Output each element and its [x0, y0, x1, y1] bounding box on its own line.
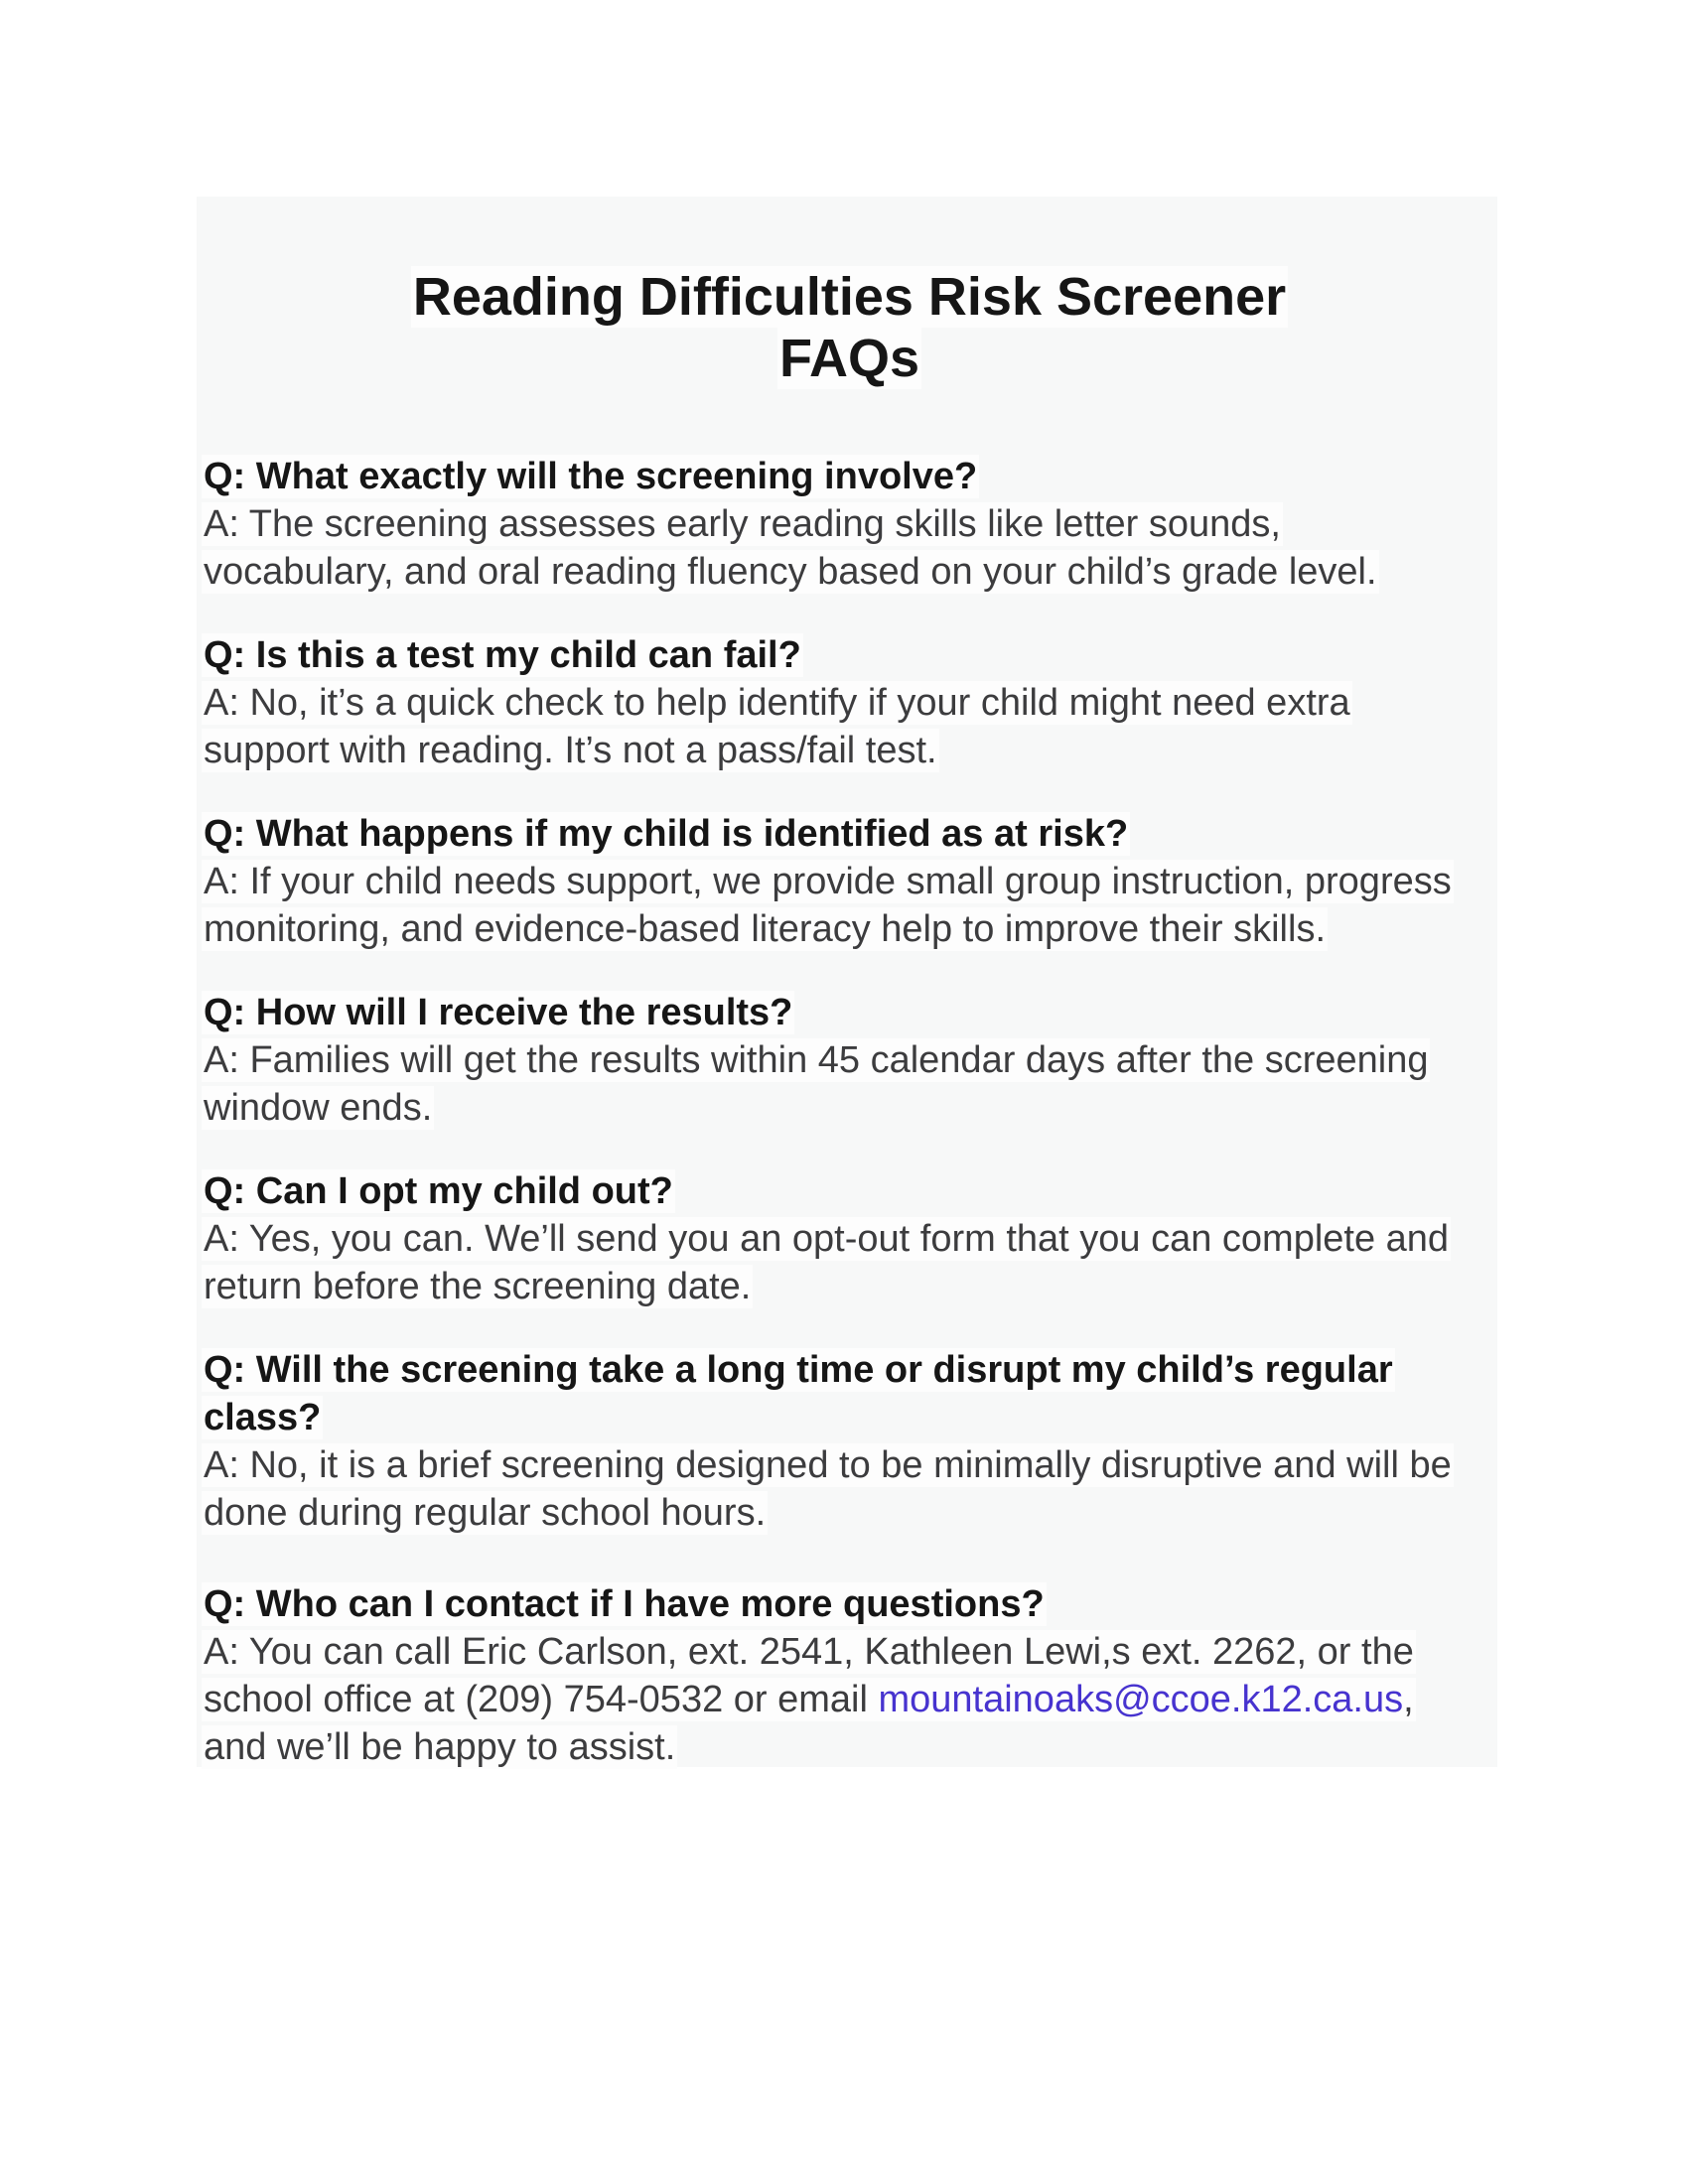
answer-line-with-link	[202, 1676, 1497, 1723]
answer-text: A: Yes, you can. We’ll send you an opt-out form that you can complete and	[204, 1218, 1450, 1260]
question-text: Q: What happens if my child is identified as at risk?	[204, 813, 1129, 855]
answer-line	[202, 1036, 1497, 1084]
answer-text: done during regular school hours.	[204, 1492, 767, 1534]
answer-line	[202, 1263, 1497, 1310]
answer-text: and we’ll be happy to assist.	[204, 1726, 676, 1768]
answer-text: vocabulary, and oral reading fluency based on your child’s grade level.	[204, 551, 1377, 593]
question	[202, 1167, 1497, 1215]
question	[202, 989, 1497, 1036]
answer-line	[202, 1084, 1497, 1132]
faq-section-screening-involve	[202, 453, 1497, 596]
answer-text: A: If your child needs support, we provide small group instruction, progress	[204, 861, 1452, 902]
title-line-2	[202, 328, 1497, 389]
answer	[202, 1441, 1497, 1537]
answer-text: A: Families will get the results within 45 calendar days after the screening	[204, 1039, 1429, 1081]
question-line	[202, 453, 1497, 500]
question-line	[202, 1346, 1497, 1394]
question-text: Q: Will the screening take a long time or disrupt my child’s regular	[204, 1349, 1393, 1391]
question-line	[202, 631, 1497, 679]
link-prefix-text: school office at (209) 754-0532 or email	[204, 1679, 879, 1720]
faq-section-contact	[202, 1580, 1497, 1771]
answer-line	[202, 727, 1497, 774]
answer-text: return before the screening date.	[204, 1266, 752, 1307]
question-text: Q: How will I receive the results?	[204, 992, 793, 1033]
faq-page-sheet	[197, 197, 1497, 1767]
answer-line	[202, 548, 1497, 596]
answer-line	[202, 905, 1497, 953]
answer-text: A: The screening assesses early reading skills like letter sounds,	[204, 503, 1281, 545]
answer-line	[202, 1723, 1497, 1771]
question-text: Q: Can I opt my child out?	[204, 1170, 673, 1212]
answer-line	[202, 1489, 1497, 1537]
faq-section-at-risk	[202, 810, 1497, 953]
answer-line	[202, 858, 1497, 905]
answer-text: window ends.	[204, 1087, 433, 1129]
question	[202, 631, 1497, 679]
answer-text: A: You can call Eric Carlson, ext. 2541, Kathleen Lewi,s ext. 2262, or the	[204, 1631, 1414, 1673]
document-title	[202, 266, 1497, 389]
answer-line	[202, 679, 1497, 727]
title-text-1: Reading Difficulties Risk Screener	[412, 267, 1287, 327]
question-line	[202, 810, 1497, 858]
answer-line	[202, 1441, 1497, 1489]
question-text: Q: Is this a test my child can fail?	[204, 634, 801, 676]
question-text: Q: Who can I contact if I have more questions?	[204, 1583, 1045, 1625]
answer	[202, 1215, 1497, 1310]
answer-text: A: No, it is a brief screening designed to be minimally disruptive and will be	[204, 1444, 1452, 1486]
answer-line	[202, 1215, 1497, 1263]
faq-section-test-fail	[202, 631, 1497, 774]
answer-line	[202, 500, 1497, 548]
question	[202, 453, 1497, 500]
question-line	[202, 1167, 1497, 1215]
question-line	[202, 1394, 1497, 1441]
answer	[202, 679, 1497, 774]
title-line-1	[202, 266, 1497, 328]
answer	[202, 1628, 1497, 1771]
answer-text: monitoring, and evidence-based literacy help to improve their skills.	[204, 908, 1326, 950]
faq-section-opt-out	[202, 1167, 1497, 1310]
faq-section-receive-results	[202, 989, 1497, 1132]
question	[202, 1580, 1497, 1628]
question	[202, 1346, 1497, 1441]
question-line	[202, 1580, 1497, 1628]
question-text: class?	[204, 1397, 322, 1438]
email-link[interactable]: mountainoaks@ccoe.k12.ca.us	[878, 1679, 1404, 1720]
link-suffix-text: ,	[1403, 1679, 1414, 1720]
faq-section-disrupt-class	[202, 1346, 1497, 1537]
answer-line	[202, 1628, 1497, 1676]
answer-text: A: No, it’s a quick check to help identify if your child might need extra	[204, 682, 1350, 724]
answer	[202, 500, 1497, 596]
answer	[202, 858, 1497, 953]
question-text: Q: What exactly will the screening involve?	[204, 456, 978, 497]
answer-text: support with reading. It’s not a pass/fail test.	[204, 730, 937, 771]
answer-text	[202, 1678, 1416, 1721]
question-line	[202, 989, 1497, 1036]
title-text-2: FAQs	[778, 329, 920, 388]
answer	[202, 1036, 1497, 1132]
question	[202, 810, 1497, 858]
